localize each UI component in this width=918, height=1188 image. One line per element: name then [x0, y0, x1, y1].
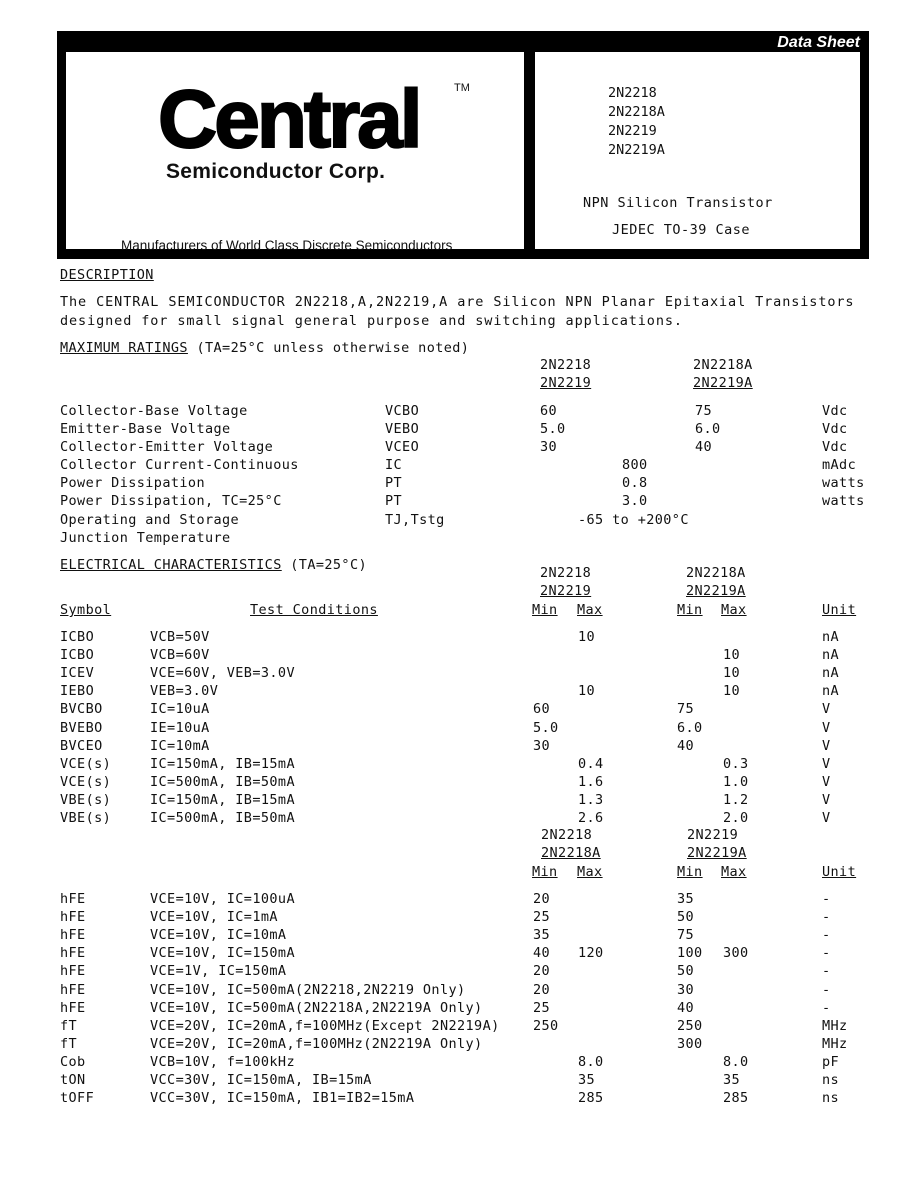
min-value: 20: [533, 963, 551, 979]
unit-value: V: [822, 738, 831, 754]
elec-note: (TA=25°C): [290, 557, 368, 573]
rating-value: 5.0: [540, 421, 566, 437]
unit-value: V: [822, 701, 831, 717]
rating-symbol: VCBO: [385, 403, 420, 419]
min-value: 60: [533, 701, 551, 717]
min-value: 25: [533, 1000, 551, 1016]
unit-value: -: [822, 945, 831, 961]
part-number: 2N2218A: [608, 104, 665, 120]
test-condition: VCE=10V, IC=500mA(2N2218,2N2219 Only): [150, 982, 466, 998]
max-value: 10: [578, 629, 596, 645]
rating-value: 30: [540, 439, 558, 455]
unit-value: nA: [822, 665, 840, 681]
param-symbol: ICEV: [60, 665, 95, 681]
min-value: 40: [533, 945, 551, 961]
max-value: 0.4: [578, 756, 604, 772]
rating-unit: watts: [822, 493, 865, 509]
column-header: 2N2219A: [693, 375, 753, 391]
param-symbol: IEBO: [60, 683, 95, 699]
transistor-type: NPN Silicon Transistor: [583, 195, 773, 211]
test-condition: VCE=10V, IC=150mA: [150, 945, 295, 961]
min-value: 75: [677, 927, 695, 943]
max-value: 2.6: [578, 810, 604, 826]
column-header: 2N2219: [540, 375, 592, 391]
column-header: 2N2218: [540, 565, 592, 581]
unit-value: V: [822, 810, 831, 826]
param-symbol: tON: [60, 1072, 86, 1088]
unit-value: nA: [822, 629, 840, 645]
part-number: 2N2218: [608, 85, 657, 101]
column-header: 2N2218A: [693, 357, 753, 373]
max-value: 10: [723, 665, 741, 681]
test-condition: VCC=30V, IC=150mA, IB1=IB2=15mA: [150, 1090, 415, 1106]
unit-value: -: [822, 982, 831, 998]
rating-unit: Vdc: [822, 439, 848, 455]
param-symbol: hFE: [60, 1000, 86, 1016]
rating-value: 75: [695, 403, 713, 419]
param-symbol: VBE(s): [60, 792, 112, 808]
max-value: 0.3: [723, 756, 749, 772]
test-condition: VCE=10V, IC=100uA: [150, 891, 295, 907]
unit-value: nA: [822, 683, 840, 699]
description-line: designed for small signal general purpose and switching applications.: [60, 313, 683, 329]
test-condition: IC=500mA, IB=50mA: [150, 774, 295, 790]
rating-parameter: Junction Temperature: [60, 530, 231, 546]
test-condition: VCB=10V, f=100kHz: [150, 1054, 295, 1070]
min-value: 40: [677, 738, 695, 754]
data-sheet-label: Data Sheet: [777, 34, 860, 51]
min-value: 300: [677, 1036, 703, 1052]
column-header: 2N2218: [541, 827, 593, 843]
symbol-header: Symbol: [60, 602, 112, 618]
max-value: 285: [578, 1090, 604, 1106]
test-condition: VCE=10V, IC=10mA: [150, 927, 287, 943]
unit-value: ns: [822, 1090, 840, 1106]
rating-value: -65 to +200°C: [578, 512, 689, 528]
column-header: 2N2219: [687, 827, 739, 843]
min-value: 75: [677, 701, 695, 717]
min-value: 35: [533, 927, 551, 943]
rating-symbol: VCEO: [385, 439, 420, 455]
min-value: 20: [533, 891, 551, 907]
param-symbol: tOFF: [60, 1090, 95, 1106]
param-symbol: BVEBO: [60, 720, 103, 736]
rating-symbol: PT: [385, 475, 403, 491]
test-condition: VCB=60V: [150, 647, 210, 663]
rating-value: 800: [622, 457, 648, 473]
company-logo: Central: [158, 74, 420, 165]
param-symbol: BVCEO: [60, 738, 103, 754]
unit-value: V: [822, 792, 831, 808]
case-type: JEDEC TO-39 Case: [612, 222, 751, 238]
max-value: 10: [723, 647, 741, 663]
param-symbol: hFE: [60, 963, 86, 979]
unit-header: Unit: [822, 602, 857, 618]
param-symbol: Cob: [60, 1054, 86, 1070]
min-value: 6.0: [677, 720, 703, 736]
unit-value: V: [822, 774, 831, 790]
min-value: 30: [533, 738, 551, 754]
min-value: 35: [677, 891, 695, 907]
min-value: 30: [677, 982, 695, 998]
rating-parameter: Collector-Base Voltage: [60, 403, 248, 419]
test-condition: VCE=20V, IC=20mA,f=100MHz(Except 2N2219A): [150, 1018, 500, 1034]
max-value: 1.6: [578, 774, 604, 790]
rating-unit: Vdc: [822, 421, 848, 437]
max-value: 8.0: [578, 1054, 604, 1070]
test-condition: IC=150mA, IB=15mA: [150, 756, 295, 772]
rating-symbol: TJ,Tstg: [385, 512, 445, 528]
param-symbol: VBE(s): [60, 810, 112, 826]
unit-value: V: [822, 720, 831, 736]
min-value: 50: [677, 909, 695, 925]
min-value: 25: [533, 909, 551, 925]
max-value: 285: [723, 1090, 749, 1106]
unit-value: MHz: [822, 1018, 848, 1034]
unit-value: -: [822, 1000, 831, 1016]
max-header: Max: [577, 864, 603, 880]
min-value: 5.0: [533, 720, 559, 736]
elec-title: [60, 557, 367, 573]
min-value: 50: [677, 963, 695, 979]
test-condition: IC=500mA, IB=50mA: [150, 810, 295, 826]
param-symbol: hFE: [60, 982, 86, 998]
test-condition: VCE=10V, IC=1mA: [150, 909, 278, 925]
unit-value: -: [822, 909, 831, 925]
unit-header: Unit: [822, 864, 857, 880]
test-condition: IC=10mA: [150, 738, 210, 754]
max-value: 10: [723, 683, 741, 699]
param-symbol: ICBO: [60, 647, 95, 663]
max-header: Max: [721, 602, 747, 618]
test-condition: VEB=3.0V: [150, 683, 219, 699]
column-header: 2N2219A: [687, 845, 747, 861]
rating-parameter: Emitter-Base Voltage: [60, 421, 231, 437]
description-heading: DESCRIPTION: [60, 267, 154, 283]
min-header: Min: [532, 864, 558, 880]
param-symbol: BVCBO: [60, 701, 103, 717]
test-condition: VCE=10V, IC=500mA(2N2218A,2N2219A Only): [150, 1000, 483, 1016]
max-value: 300: [723, 945, 749, 961]
test-condition: IC=150mA, IB=15mA: [150, 792, 295, 808]
rating-symbol: VEBO: [385, 421, 420, 437]
part-info-panel: [535, 52, 860, 249]
rating-unit: Vdc: [822, 403, 848, 419]
rating-value: 6.0: [695, 421, 721, 437]
test-condition: VCC=30V, IC=150mA, IB=15mA: [150, 1072, 372, 1088]
max-value: 1.2: [723, 792, 749, 808]
max-value: 120: [578, 945, 604, 961]
param-symbol: VCE(s): [60, 774, 112, 790]
rating-parameter: Operating and Storage: [60, 512, 240, 528]
param-symbol: hFE: [60, 891, 86, 907]
max-value: 1.0: [723, 774, 749, 790]
min-header: Min: [677, 602, 703, 618]
column-header: 2N2218: [540, 357, 592, 373]
max-ratings-title: [60, 340, 469, 356]
test-condition: VCE=20V, IC=20mA,f=100MHz(2N2219A Only): [150, 1036, 483, 1052]
max-header: Max: [577, 602, 603, 618]
test-condition: VCB=50V: [150, 629, 210, 645]
column-header: 2N2219: [540, 583, 592, 599]
rating-symbol: PT: [385, 493, 403, 509]
unit-value: MHz: [822, 1036, 848, 1052]
test-condition: IE=10uA: [150, 720, 210, 736]
max-value: 35: [578, 1072, 596, 1088]
part-number: 2N2219: [608, 123, 657, 139]
rating-unit: mAdc: [822, 457, 857, 473]
min-header: Min: [532, 602, 558, 618]
rating-value: 60: [540, 403, 558, 419]
param-symbol: hFE: [60, 909, 86, 925]
column-header: 2N2218A: [686, 565, 746, 581]
rating-unit: watts: [822, 475, 865, 491]
rating-parameter: Power Dissipation, TC=25°C: [60, 493, 282, 509]
param-symbol: fT: [60, 1036, 78, 1052]
rating-value: 0.8: [622, 475, 648, 491]
elec-heading: ELECTRICAL CHARACTERISTICS: [60, 557, 282, 573]
logo-panel: [66, 52, 524, 253]
min-value: 40: [677, 1000, 695, 1016]
column-header: 2N2219A: [686, 583, 746, 599]
test-condition: IC=10uA: [150, 701, 210, 717]
unit-value: -: [822, 891, 831, 907]
rating-parameter: Power Dissipation: [60, 475, 205, 491]
unit-value: V: [822, 756, 831, 772]
rating-symbol: IC: [385, 457, 403, 473]
company-tagline: Manufacturers of World Class Discrete Semiconductors: [121, 238, 453, 253]
unit-value: pF: [822, 1054, 840, 1070]
rating-parameter: Collector Current-Continuous: [60, 457, 299, 473]
param-symbol: hFE: [60, 945, 86, 961]
max-value: 10: [578, 683, 596, 699]
trademark-mark: TM: [454, 82, 470, 94]
param-symbol: hFE: [60, 927, 86, 943]
min-header: Min: [677, 864, 703, 880]
max-header: Max: [721, 864, 747, 880]
column-header: 2N2218A: [541, 845, 601, 861]
param-symbol: ICBO: [60, 629, 95, 645]
unit-value: ns: [822, 1072, 840, 1088]
max-value: 8.0: [723, 1054, 749, 1070]
min-value: 250: [533, 1018, 559, 1034]
conditions-header: Test Conditions: [250, 602, 378, 618]
param-symbol: VCE(s): [60, 756, 112, 772]
param-symbol: fT: [60, 1018, 78, 1034]
test-condition: VCE=60V, VEB=3.0V: [150, 665, 295, 681]
max-value: 2.0: [723, 810, 749, 826]
test-condition: VCE=1V, IC=150mA: [150, 963, 287, 979]
description-line: The CENTRAL SEMICONDUCTOR 2N2218,A,2N2219,A are Silicon NPN Planar Epitaxial Transistors: [60, 294, 855, 310]
part-number: 2N2219A: [608, 142, 665, 158]
max-value: 1.3: [578, 792, 604, 808]
company-logo-subtitle: Semiconductor Corp.: [166, 160, 386, 183]
unit-value: -: [822, 927, 831, 943]
min-value: 250: [677, 1018, 703, 1034]
unit-value: nA: [822, 647, 840, 663]
rating-parameter: Collector-Emitter Voltage: [60, 439, 274, 455]
rating-value: 40: [695, 439, 713, 455]
max-ratings-heading: MAXIMUM RATINGS: [60, 340, 188, 356]
unit-value: -: [822, 963, 831, 979]
min-value: 20: [533, 982, 551, 998]
rating-value: 3.0: [622, 493, 648, 509]
min-value: 100: [677, 945, 703, 961]
max-ratings-note: (TA=25°C unless otherwise noted): [196, 340, 470, 356]
max-value: 35: [723, 1072, 741, 1088]
